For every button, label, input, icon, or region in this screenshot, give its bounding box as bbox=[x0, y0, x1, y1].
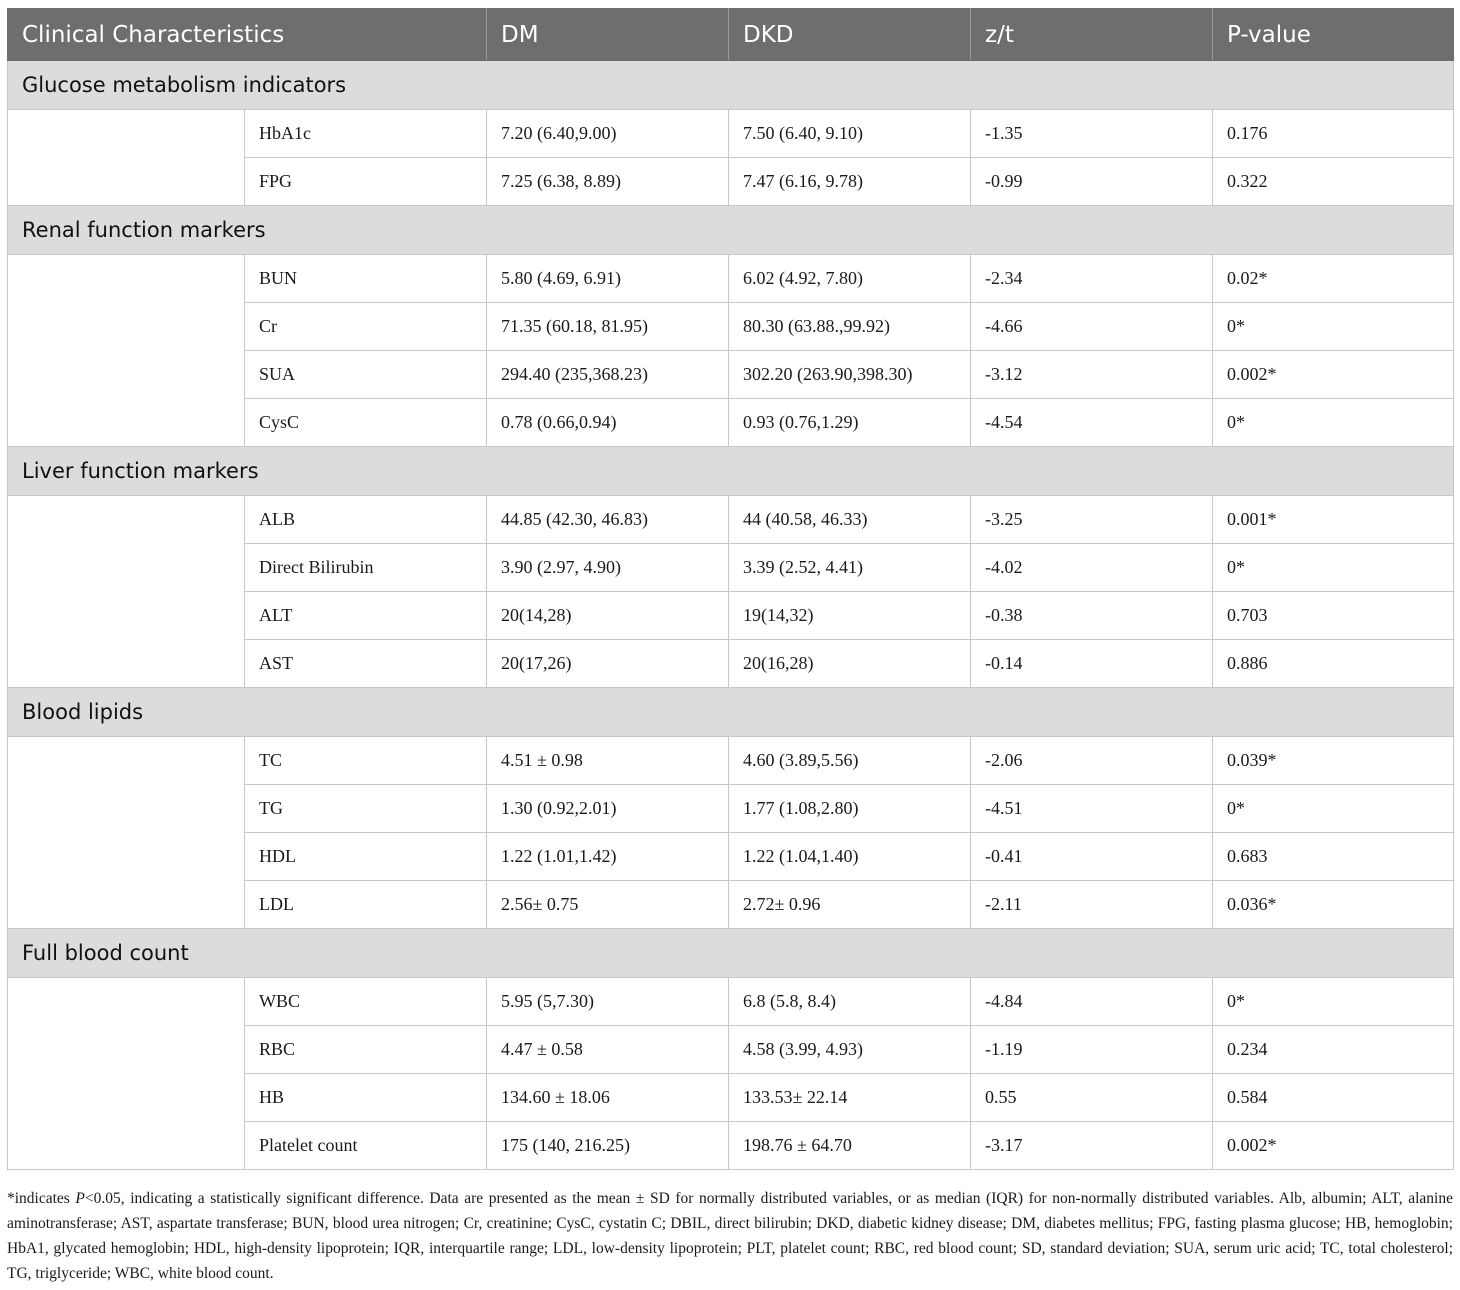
section-indent-cell bbox=[8, 110, 245, 206]
section-title: Glucose metabolism indicators bbox=[8, 61, 1454, 110]
dkd-value-cell: 80.30 (63.88.,99.92) bbox=[729, 303, 971, 351]
dm-value-cell: 0.78 (0.66,0.94) bbox=[487, 399, 729, 447]
zt-value-cell: -3.12 bbox=[971, 351, 1213, 399]
dm-value-cell: 44.85 (42.30, 46.83) bbox=[487, 496, 729, 544]
footnote-prefix: *indicates bbox=[7, 1190, 76, 1207]
dm-value-cell: 7.25 (6.38, 8.89) bbox=[487, 158, 729, 206]
p-value-cell: 0* bbox=[1213, 785, 1454, 833]
p-value-cell: 0.036* bbox=[1213, 881, 1454, 929]
p-value-cell: 0* bbox=[1213, 544, 1454, 592]
zt-value-cell: -4.54 bbox=[971, 399, 1213, 447]
dkd-value-cell: 4.58 (3.99, 4.93) bbox=[729, 1026, 971, 1074]
dkd-value-cell: 1.77 (1.08,2.80) bbox=[729, 785, 971, 833]
zt-value-cell: -4.02 bbox=[971, 544, 1213, 592]
footnote-text: <0.05, indicating a statistically significant difference. Data are presented as the mean ± SD for normally distributed variables, or as median (IQR) for non-normally distributed variables. Alb, albumin; ALT, alanine aminotransferase; AST, aspartate transferase; BUN, blood urea nitrogen; Cr, creatinine; CysC, cystatin C; DBIL, direct bilirubin; DKD, diabetic kidney disease; DM, diabetes mellitus; FPG, fasting plasma glucose; HB, hemoglobin; HbA1, glycated hemoglobin; HDL, high-density lipoprotein; IQR, interquartile range; LDL, low-density lipoprotein; PLT, platelet count; RBC, red blood count; SD, standard deviation; SUA, serum uric acid; TC, total cholesterol; TG, triglyceride; WBC, white blood count. bbox=[7, 1190, 1453, 1282]
p-value-cell: 0* bbox=[1213, 399, 1454, 447]
dm-value-cell: 5.80 (4.69, 6.91) bbox=[487, 255, 729, 303]
header-dkd: DKD bbox=[729, 9, 971, 61]
variable-cell: TC bbox=[245, 737, 487, 785]
variable-cell: AST bbox=[245, 640, 487, 688]
variable-cell: ALB bbox=[245, 496, 487, 544]
variable-cell: HB bbox=[245, 1074, 487, 1122]
p-value-cell: 0.002* bbox=[1213, 1122, 1454, 1170]
dkd-value-cell: 44 (40.58, 46.33) bbox=[729, 496, 971, 544]
dkd-value-cell: 19(14,32) bbox=[729, 592, 971, 640]
section-title: Blood lipids bbox=[8, 688, 1454, 737]
variable-cell: CysC bbox=[245, 399, 487, 447]
section-row bbox=[8, 447, 1454, 496]
dkd-value-cell: 2.72± 0.96 bbox=[729, 881, 971, 929]
variable-cell: FPG bbox=[245, 158, 487, 206]
dm-value-cell: 294.40 (235,368.23) bbox=[487, 351, 729, 399]
zt-value-cell: -4.51 bbox=[971, 785, 1213, 833]
dm-value-cell: 7.20 (6.40,9.00) bbox=[487, 110, 729, 158]
dm-value-cell: 134.60 ± 18.06 bbox=[487, 1074, 729, 1122]
variable-cell: ALT bbox=[245, 592, 487, 640]
variable-cell: Cr bbox=[245, 303, 487, 351]
dm-value-cell: 20(14,28) bbox=[487, 592, 729, 640]
section-row bbox=[8, 206, 1454, 255]
table-body bbox=[8, 61, 1454, 1170]
dkd-value-cell: 20(16,28) bbox=[729, 640, 971, 688]
p-value-cell: 0.002* bbox=[1213, 351, 1454, 399]
section-title: Liver function markers bbox=[8, 447, 1454, 496]
zt-value-cell: -1.19 bbox=[971, 1026, 1213, 1074]
zt-value-cell: -4.66 bbox=[971, 303, 1213, 351]
p-value-cell: 0.234 bbox=[1213, 1026, 1454, 1074]
variable-cell: LDL bbox=[245, 881, 487, 929]
zt-value-cell: -3.17 bbox=[971, 1122, 1213, 1170]
header-p-value: P-value bbox=[1213, 9, 1454, 61]
table-row bbox=[8, 737, 1454, 785]
zt-value-cell: -0.41 bbox=[971, 833, 1213, 881]
zt-value-cell: -0.38 bbox=[971, 592, 1213, 640]
section-title: Renal function markers bbox=[8, 206, 1454, 255]
dm-value-cell: 4.47 ± 0.58 bbox=[487, 1026, 729, 1074]
table-row bbox=[8, 496, 1454, 544]
header-clinical-characteristics: Clinical Characteristics bbox=[8, 9, 487, 61]
section-indent-cell bbox=[8, 496, 245, 688]
dm-value-cell: 71.35 (60.18, 81.95) bbox=[487, 303, 729, 351]
p-value-cell: 0* bbox=[1213, 303, 1454, 351]
dm-value-cell: 1.30 (0.92,2.01) bbox=[487, 785, 729, 833]
variable-cell: Direct Bilirubin bbox=[245, 544, 487, 592]
p-value-cell: 0.176 bbox=[1213, 110, 1454, 158]
header-row bbox=[8, 9, 1454, 61]
table-row bbox=[8, 978, 1454, 1026]
p-value-cell: 0.584 bbox=[1213, 1074, 1454, 1122]
variable-cell: HbA1c bbox=[245, 110, 487, 158]
dkd-value-cell: 1.22 (1.04,1.40) bbox=[729, 833, 971, 881]
p-value-cell: 0.02* bbox=[1213, 255, 1454, 303]
table-row bbox=[8, 110, 1454, 158]
dkd-value-cell: 3.39 (2.52, 4.41) bbox=[729, 544, 971, 592]
dkd-value-cell: 7.47 (6.16, 9.78) bbox=[729, 158, 971, 206]
zt-value-cell: -2.34 bbox=[971, 255, 1213, 303]
variable-cell: BUN bbox=[245, 255, 487, 303]
variable-cell: RBC bbox=[245, 1026, 487, 1074]
p-value-cell: 0* bbox=[1213, 978, 1454, 1026]
dkd-value-cell: 6.02 (4.92, 7.80) bbox=[729, 255, 971, 303]
zt-value-cell: 0.55 bbox=[971, 1074, 1213, 1122]
section-row bbox=[8, 929, 1454, 978]
zt-value-cell: -1.35 bbox=[971, 110, 1213, 158]
table-row bbox=[8, 255, 1454, 303]
zt-value-cell: -4.84 bbox=[971, 978, 1213, 1026]
clinical-characteristics-table bbox=[7, 8, 1454, 1170]
section-indent-cell bbox=[8, 978, 245, 1170]
variable-cell: HDL bbox=[245, 833, 487, 881]
dkd-value-cell: 198.76 ± 64.70 bbox=[729, 1122, 971, 1170]
dm-value-cell: 2.56± 0.75 bbox=[487, 881, 729, 929]
table-footnote bbox=[7, 1186, 1453, 1286]
zt-value-cell: -0.14 bbox=[971, 640, 1213, 688]
p-value-cell: 0.886 bbox=[1213, 640, 1454, 688]
p-value-cell: 0.001* bbox=[1213, 496, 1454, 544]
dkd-value-cell: 302.20 (263.90,398.30) bbox=[729, 351, 971, 399]
footnote-p-symbol: P bbox=[75, 1190, 85, 1207]
dm-value-cell: 20(17,26) bbox=[487, 640, 729, 688]
p-value-cell: 0.703 bbox=[1213, 592, 1454, 640]
section-indent-cell bbox=[8, 737, 245, 929]
dm-value-cell: 175 (140, 216.25) bbox=[487, 1122, 729, 1170]
dkd-value-cell: 0.93 (0.76,1.29) bbox=[729, 399, 971, 447]
p-value-cell: 0.683 bbox=[1213, 833, 1454, 881]
section-row bbox=[8, 688, 1454, 737]
variable-cell: SUA bbox=[245, 351, 487, 399]
dm-value-cell: 5.95 (5,7.30) bbox=[487, 978, 729, 1026]
dkd-value-cell: 7.50 (6.40, 9.10) bbox=[729, 110, 971, 158]
section-row bbox=[8, 61, 1454, 110]
variable-cell: TG bbox=[245, 785, 487, 833]
section-title: Full blood count bbox=[8, 929, 1454, 978]
p-value-cell: 0.039* bbox=[1213, 737, 1454, 785]
zt-value-cell: -0.99 bbox=[971, 158, 1213, 206]
section-indent-cell bbox=[8, 255, 245, 447]
dkd-value-cell: 6.8 (5.8, 8.4) bbox=[729, 978, 971, 1026]
p-value-cell: 0.322 bbox=[1213, 158, 1454, 206]
header-zt: z/t bbox=[971, 9, 1213, 61]
dm-value-cell: 1.22 (1.01,1.42) bbox=[487, 833, 729, 881]
header-dm: DM bbox=[487, 9, 729, 61]
dkd-value-cell: 133.53± 22.14 bbox=[729, 1074, 971, 1122]
variable-cell: Platelet count bbox=[245, 1122, 487, 1170]
dkd-value-cell: 4.60 (3.89,5.56) bbox=[729, 737, 971, 785]
variable-cell: WBC bbox=[245, 978, 487, 1026]
zt-value-cell: -3.25 bbox=[971, 496, 1213, 544]
dm-value-cell: 3.90 (2.97, 4.90) bbox=[487, 544, 729, 592]
zt-value-cell: -2.11 bbox=[971, 881, 1213, 929]
dm-value-cell: 4.51 ± 0.98 bbox=[487, 737, 729, 785]
zt-value-cell: -2.06 bbox=[971, 737, 1213, 785]
